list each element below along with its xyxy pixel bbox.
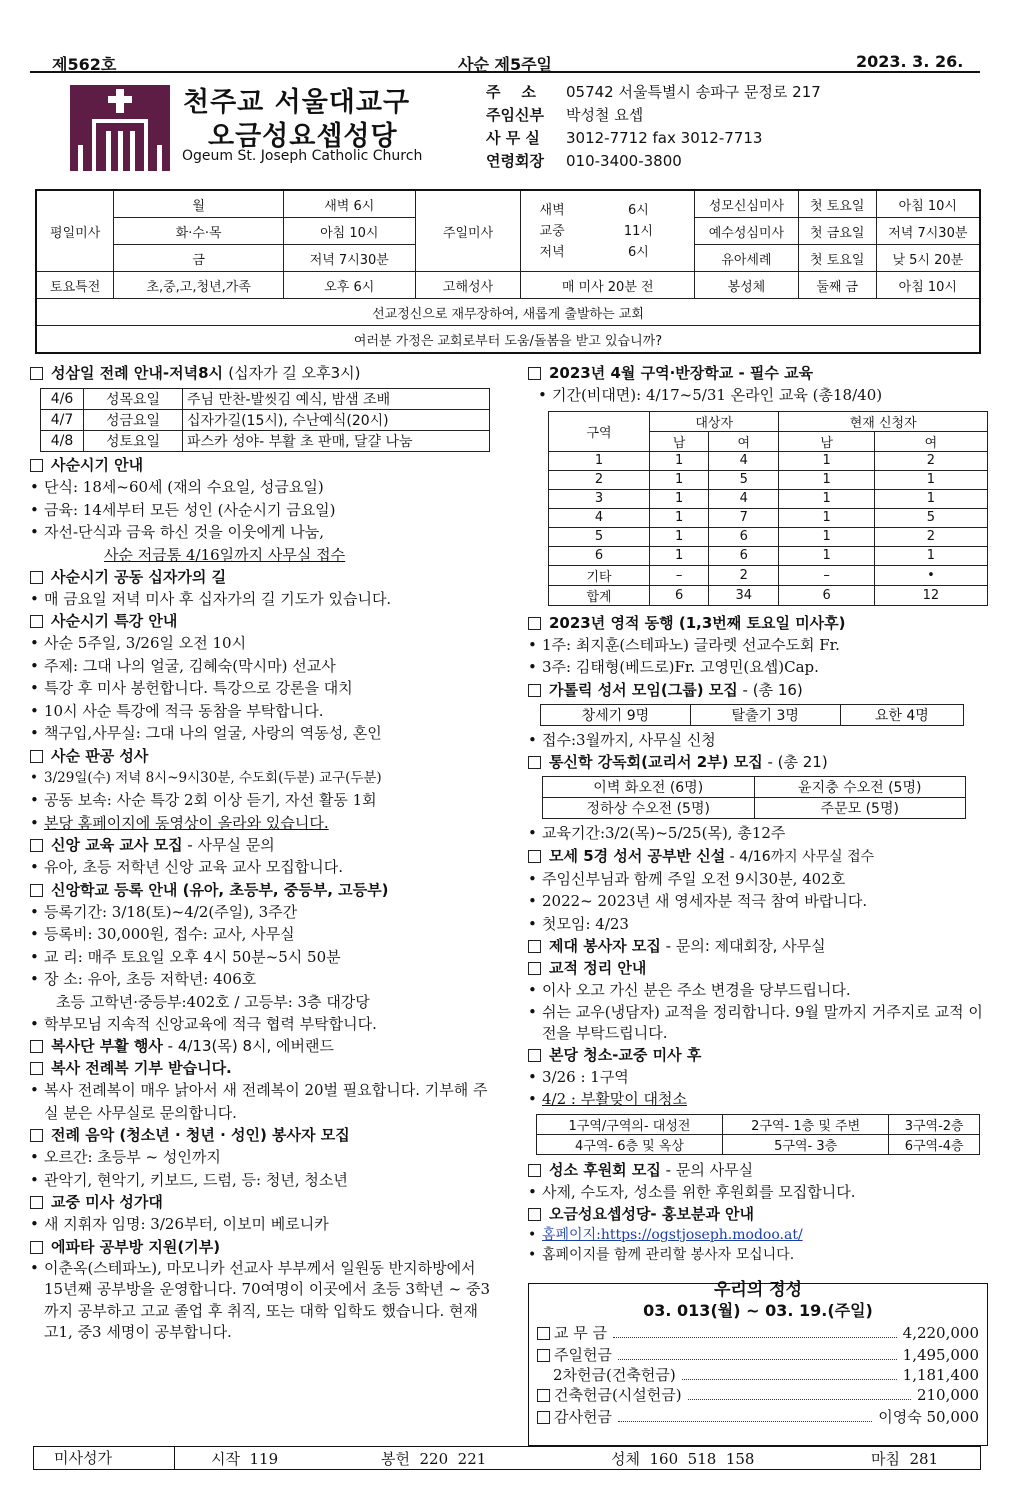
section-teacher-recruit: 신앙 교육 교사 모집 - 사무실 문의 (30, 834, 492, 856)
list-item: • 3주: 김태형(베드로)Fr. 고영민(요셉)Cap. (528, 656, 988, 679)
checkbox-icon (537, 1411, 550, 1424)
section-vocation-support: 성소 후원회 모집 - 문의 사무실 (528, 1159, 988, 1181)
faith-school-place-note: 초등 고학년·중등부:402호 / 고등부: 3층 대강당 (56, 992, 370, 1011)
offering-row: 교 무 금 4,220,000 (537, 1322, 979, 1344)
offering-row: 주일헌금 1,495,000 (537, 1344, 979, 1366)
checkbox-icon (528, 1208, 541, 1221)
checkbox-icon (528, 1164, 541, 1177)
anointing-label: 봉성체 (695, 272, 799, 299)
checkbox-icon (528, 756, 541, 769)
table-row: 4/8 성토요일 파스카 성야- 부활 초 판매, 달걀 나눔 (41, 431, 490, 452)
special-mass-time: 낮 5시 20분 (876, 245, 980, 272)
church-name-english: Ogeum St. Joseph Catholic Church (182, 148, 423, 164)
bible-group-table: 창세기 9명 탈출기 3명 요한 4명 (540, 704, 964, 726)
checkbox-icon (30, 1062, 43, 1075)
list-item: • 접수:3월까지, 사무실 신청 (528, 729, 988, 752)
section-confession: 사순 판공 성사 (30, 745, 492, 767)
church-logo-icon (70, 85, 170, 171)
list-item: • 쉬는 교우(냉담자) 교적을 정리합니다. 9월 말까지 거주지로 교적 이전을 부탁드립니다. (528, 1002, 988, 1044)
church-name-line2: 오금성요셉성당 (208, 121, 398, 152)
motto-1: 선교정신으로 재무장하여, 새롭게 출발하는 교회 (36, 299, 980, 326)
info-label: 주임신부 (486, 106, 544, 124)
motto-2: 여러분 가정은 교회로부터 도움/돌봄을 받고 있습니까? (36, 326, 980, 354)
info-value: 05742 서울특별시 송파구 문정로 217 (566, 83, 821, 101)
special-mass-label: 예수성심미사 (695, 218, 799, 245)
section-lent-lecture: 사순시기 특강 안내 (30, 610, 492, 632)
mass-schedule-table (35, 189, 981, 354)
section-cleaning: 본당 청소-교중 미사 후 (528, 1044, 988, 1066)
theology-group-table: 이벽 화오전 (6명) 윤지충 수오전 (5명) 정하상 수오전 (5명) 주문모 (5명) (542, 776, 966, 819)
sunday-mass-hours: 6시 11시 6시 (583, 190, 695, 272)
checkbox-icon (537, 1349, 550, 1362)
list-item: • 사제, 수도자, 성소를 위한 후원회를 모집합니다. (528, 1181, 988, 1204)
list-item: • 매 금요일 저녁 미사 후 십자가의 길 기도가 있습니다. (30, 588, 492, 611)
anointing-time: 아침 10시 (876, 272, 980, 299)
list-item: • 복사 전례복이 매우 낡아서 새 전례복이 20벌 필요합니다. 기부해 주실 분은 사무실로 문의합니다. (30, 1079, 492, 1124)
header-rule (30, 71, 980, 73)
saturday-mass-who: 초,중,고,청년,가족 (114, 272, 284, 299)
list-item: • 홈페이지를 함께 관리할 봉사자 모십니다. (528, 1245, 988, 1265)
list-item (528, 1225, 988, 1245)
table-row: 4/7 성금요일 십자가길(15시), 수난예식(20시) (41, 410, 490, 431)
list-item: • 본당 홈페이지에 동영상이 올라와 있습니다. (30, 812, 492, 835)
list-item: • 단식: 18세~60세 (재의 수요일, 성금요일) (30, 476, 492, 499)
list-item: • 유아, 초등 저학년 신앙 교육 교사 모집합니다. (30, 856, 492, 879)
church-name-line1: 천주교 서울대교구 (183, 87, 411, 118)
table-row: 4/6 성목요일 주님 만찬-발씻김 예식, 밤샘 조배 (41, 389, 490, 410)
info-label: 주 소 (486, 83, 536, 101)
section-spiritual-companion: 2023년 영적 동행 (1,3번째 토요일 미사후) (528, 612, 988, 634)
table-row: 2 1 5 1 1 (549, 470, 988, 489)
triduum-table (40, 388, 490, 452)
section-district-school: 2023년 4월 구역·반장학교 - 필수 교육 (528, 362, 988, 384)
weekday-time: 새벽 6시 (283, 190, 415, 218)
issue-date: 2023. 3. 26. (856, 52, 964, 71)
list-item: • 자선-단식과 금육 하신 것을 이웃에게 나눔, (30, 521, 492, 544)
section-pentateuch-study: 모세 5경 성서 공부반 신설 - 4/16까지 사무실 접수 (528, 845, 988, 868)
table-row: 4 1 7 1 5 (549, 508, 988, 527)
checkbox-icon (30, 367, 43, 380)
table-row: 3 1 4 1 1 (549, 489, 988, 508)
info-value: 010-3400-3800 (566, 151, 682, 170)
confession-time: 매 미사 20분 전 (521, 272, 695, 299)
sunday-mass-times: 새벽 교중 저녁 (521, 190, 583, 272)
list-item: • 3/26 : 1구역 (528, 1066, 988, 1089)
hymn-start: 시작 119 (211, 1449, 279, 1468)
table-row: 5 1 6 1 2 (549, 527, 988, 546)
weekday-day: 월 (114, 190, 284, 218)
list-item: • 3/29일(수) 저녁 8시~9시30분, 수도회(두분) 교구(두분) (30, 767, 492, 790)
section-lent-guide: 사순시기 안내 (30, 454, 492, 476)
cleaning-table: 1구역/구역의- 대성전 2구역- 1층 및 주변 3구역-2층 4구역- 6층 및 옥상 5구역- 3층 6구역-4층 (536, 1114, 980, 1155)
offering-box (528, 1280, 988, 1446)
list-item: • 금육: 14세부터 모든 성인 (사순시기 금요일) (30, 499, 492, 522)
list-item: • 이춘옥(스테파노), 마모니카 선교사 부부께서 일원동 반지하방에서 15년째 공부방을 운영합니다. 70여명이 이곳에서 초등 3학년 ~ 중3까지 공부하고 고교 졸업 후 취직, 또는 대학 입학도 했습니다. 현재 고1, 중3 세명이 공부합니다. (30, 1258, 492, 1344)
checkbox-icon (537, 1327, 550, 1340)
hymn-label: 미사성가 (34, 1447, 175, 1469)
checkbox-icon (528, 684, 541, 697)
hymn-footer (33, 1446, 981, 1470)
info-value: 박성철 요셉 (566, 106, 644, 124)
saturday-mass-label: 토요특전 (36, 272, 114, 299)
special-mass-day: 첫 토요일 (798, 245, 876, 272)
special-mass-day: 첫 금요일 (798, 218, 876, 245)
checkbox-icon (30, 615, 43, 628)
table-row: 6 1 6 1 1 (549, 546, 988, 565)
offering-row: 건축헌금(시설헌금) 210,000 (537, 1384, 979, 1406)
lent-box-note: 사순 저금통 4/16일까지 사무실 접수 (104, 545, 346, 564)
weekday-time: 저녁 7시30분 (283, 245, 415, 272)
list-item: • 공동 보속: 사순 특강 2회 이상 듣기, 자선 활동 1회 (30, 789, 492, 812)
hymn-end: 마침 281 (871, 1449, 939, 1468)
checkbox-icon (30, 1196, 43, 1209)
special-mass-time: 저녁 7시30분 (876, 218, 980, 245)
section-vestment-donation: 복사 전례복 기부 받습니다. (30, 1057, 492, 1079)
list-item: • 교 리: 매주 토요일 오후 4시 50분~5시 50분 (30, 946, 492, 969)
section-ephphatha: 에파타 공부방 지원(기부) (30, 1236, 492, 1258)
checkbox-icon (528, 962, 541, 975)
checkbox-icon (30, 750, 43, 763)
section-theology-reading: 통신학 강독회(교리서 2부) 모집 - (총 21) (528, 751, 988, 773)
list-item: • 주임신부님과 함께 주일 오전 9시30분, 402호 (528, 868, 988, 891)
list-item: • 새 지휘자 임명: 3/26부터, 이보미 베로니카 (30, 1213, 492, 1236)
list-item: • 장 소: 유아, 초등 저학년: 406호 (30, 968, 492, 991)
checkbox-icon (30, 459, 43, 472)
info-label: 연령회장 (486, 152, 544, 170)
list-item: • 등록기간: 3/18(토)~4/2(주일), 3주간 (30, 901, 492, 924)
table-row: 1 1 4 1 2 (549, 451, 988, 470)
list-item: • 사순 5주일, 3/26일 오전 10시 (30, 632, 492, 655)
list-item: • 2022~ 2023년 새 영세자분 적극 참여 바랍니다. (528, 890, 988, 913)
checkbox-icon (30, 839, 43, 852)
saturday-mass-time: 오후 6시 (283, 272, 415, 299)
info-label: 사 무 실 (486, 129, 540, 147)
section-altar-server-event: 복사단 부활 행사 - 4/13(목) 8시, 에버랜드 (30, 1035, 492, 1057)
info-value: 3012-7712 fax 3012-7713 (566, 128, 763, 147)
list-item: • 주제: 그대 나의 얼굴, 김혜숙(막시마) 선교사 (30, 655, 492, 678)
left-column (30, 362, 492, 1344)
offering-row: 감사헌금 이영숙 50,000 (537, 1406, 979, 1428)
checkbox-icon (528, 850, 541, 863)
district-table: 구역 대상자 현재 신청자 남 여 남 여 1 1 4 1 2 2 1 5 1 1 3 1 4 1 1 4 1 7 1 5 5 1 6 1 2 6 1 6 1 1 기타 – 2 – • 합계 6 34 6 12 (548, 411, 988, 606)
offering-period: 03. 013(월) ~ 03. 19.(주일) (643, 1301, 873, 1320)
church-info (486, 80, 966, 172)
homepage-link[interactable]: 홈페이지:https://ogstjoseph.modoo.at/ (542, 1227, 803, 1243)
list-item: • 교육기간:3/2(목)~5/25(목), 총12주 (528, 822, 988, 845)
list-item: • 첫모임: 4/23 (528, 913, 988, 936)
offering-row: 2차헌금(건축헌금) 1,181,400 (553, 1366, 979, 1384)
list-item: • 1주: 최지훈(스테파노) 글라렛 선교수도회 Fr. (528, 634, 988, 657)
special-mass-day: 첫 토요일 (798, 190, 876, 218)
checkbox-icon (30, 884, 43, 897)
confession-label: 고해성사 (415, 272, 521, 299)
right-column (528, 362, 988, 1265)
offering-title: 우리의 정성 (713, 1280, 803, 1300)
section-music-volunteers: 전례 음악 (청소년 · 청년 · 성인) 봉사자 모집 (30, 1124, 492, 1146)
weekday-day: 금 (114, 245, 284, 272)
list-item: • 이사 오고 가신 분은 주소 변경을 당부드립니다. (528, 979, 988, 1002)
list-item: • 특강 후 미사 봉헌합니다. 특강으로 강론을 대치 (30, 677, 492, 700)
special-mass-time: 아침 10시 (876, 190, 980, 218)
issue-number: 제562호 (52, 55, 117, 74)
checkbox-icon (30, 571, 43, 584)
list-item: • 책구입,사무실: 그대 나의 얼굴, 사랑의 역동성, 혼인 (30, 722, 492, 745)
liturgical-week: 사순 제5주일 (458, 55, 552, 74)
section-faith-school: 신앙학교 등록 안내 (유아, 초등부, 중등부, 고등부) (30, 879, 492, 901)
list-item: • 4/2 : 부활맞이 대청소 (528, 1088, 988, 1111)
hymn-offertory: 봉헌 220 221 (381, 1449, 487, 1468)
list-item: • 등록비: 30,000원, 접수: 교사, 사무실 (30, 923, 492, 946)
section-parish-records: 교적 정리 안내 (528, 957, 988, 979)
checkbox-icon (528, 617, 541, 630)
table-row: 기타 – 2 – • (549, 565, 988, 585)
checkbox-icon (537, 1389, 550, 1402)
checkbox-icon (528, 1049, 541, 1062)
checkbox-icon (30, 1129, 43, 1142)
list-item: • 관악기, 현악기, 키보드, 드럼, 등: 청년, 청소년 (30, 1169, 492, 1192)
special-mass-label: 성모신심미사 (695, 190, 799, 218)
list-item: • 학부모님 지속적 신앙교육에 적극 협력 부탁합니다. (30, 1013, 492, 1036)
section-bible-group: 가톨릭 성서 모임(그룹) 모집 - (총 16) (528, 679, 988, 701)
table-row: 합계 6 34 6 12 (549, 585, 988, 605)
section-altar-volunteers: 제대 봉사자 모집 - 문의: 제대회장, 사무실 (528, 935, 988, 957)
anointing-day: 둘째 금 (798, 272, 876, 299)
checkbox-icon (528, 367, 541, 380)
list-item: • 10시 사순 특강에 적극 동참을 부탁합니다. (30, 700, 492, 723)
section-holy-triduum: 성삼일 전례 안내-저녁8시 (십자가 길 오후3시) (30, 362, 492, 384)
section-choir: 교중 미사 성가대 (30, 1191, 492, 1213)
checkbox-icon (30, 1040, 43, 1053)
checkbox-icon (528, 940, 541, 953)
section-stations-of-cross: 사순시기 공동 십자가의 길 (30, 566, 492, 588)
section-pr-committee: 오금성요셉성당- 홍보분과 안내 (528, 1203, 988, 1225)
sunday-mass-label: 주일미사 (415, 190, 521, 272)
weekday-mass-label: 평일미사 (36, 190, 114, 272)
list-item: • 오르간: 초등부 ~ 성인까지 (30, 1146, 492, 1169)
special-mass-label: 유아세례 (695, 245, 799, 272)
checkbox-icon (30, 1241, 43, 1254)
list-item: • 기간(비대면): 4/17~5/31 온라인 교육 (총18/40) (528, 384, 988, 407)
weekday-time: 아침 10시 (283, 218, 415, 245)
weekday-day: 화·수·목 (114, 218, 284, 245)
hymn-communion: 성체 160 518 158 (611, 1449, 755, 1468)
